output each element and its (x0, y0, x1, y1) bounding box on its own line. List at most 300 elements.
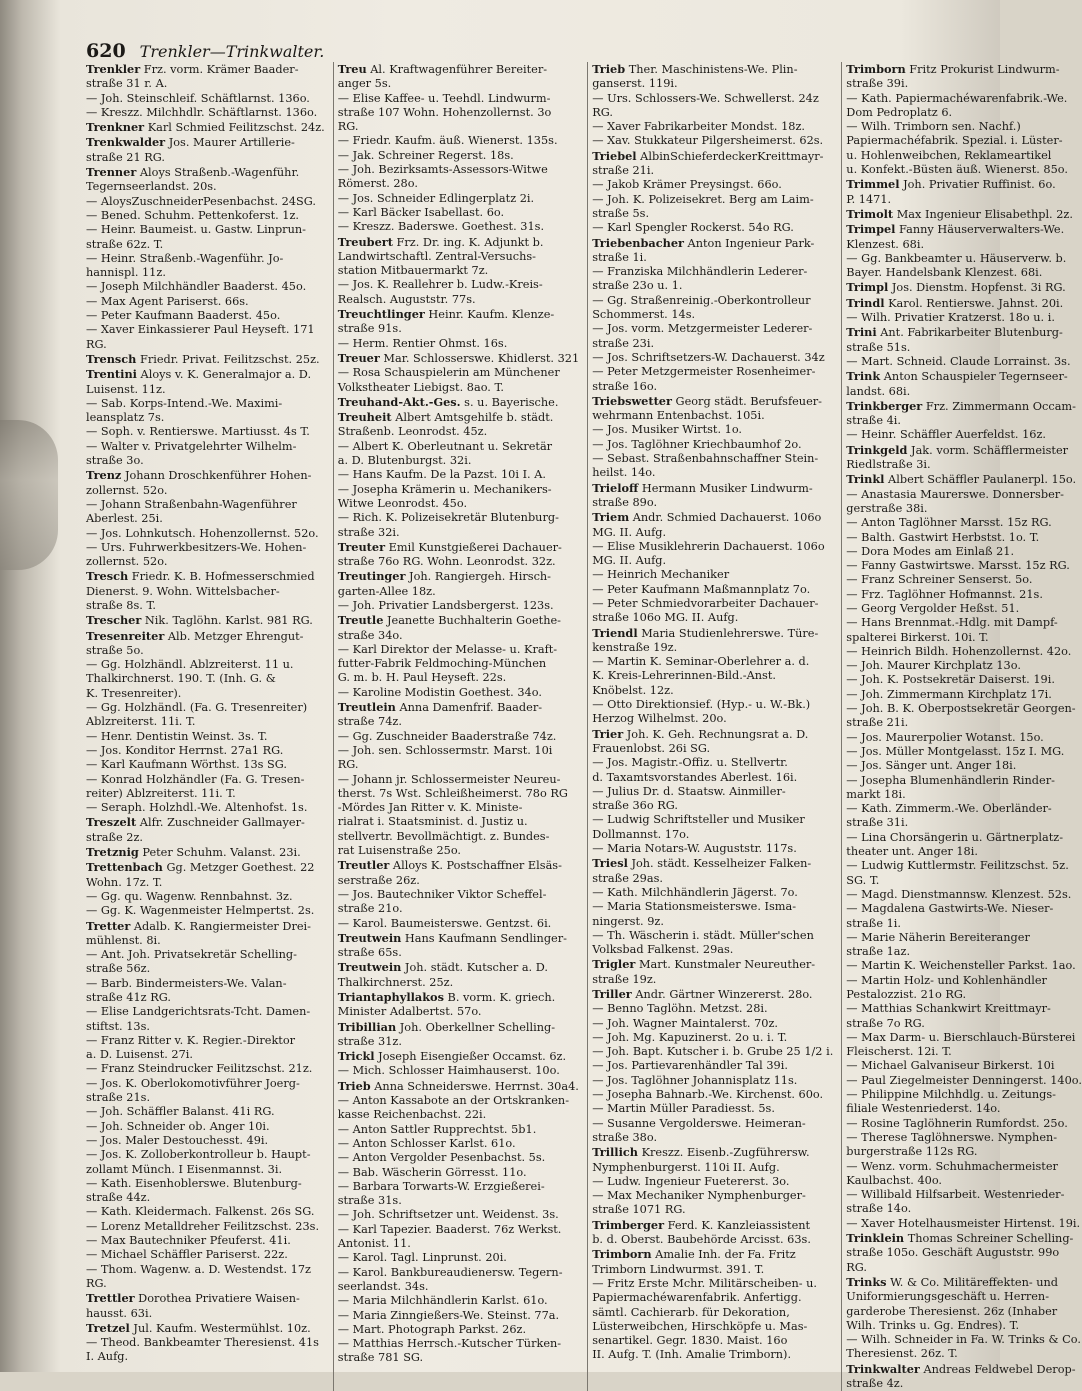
entry-text: Andr. Gärtner Winzererst. 28o. (631, 988, 813, 1001)
running-head: Trenkler—Trinkwalter. (139, 42, 325, 61)
entry-text: straße 76o RG. Wohn. Leonrodst. 32z. (337, 555, 556, 569)
directory-entry (846, 988, 1082, 1002)
directory-entry (846, 355, 1082, 369)
entry-text: Johann Droschkenführer Hohen- (121, 469, 312, 483)
entry-text: — Joh. K. Postsekretär Daiserst. 19i. (846, 673, 1055, 687)
entry-text: — Philippine Milchhdlg. u. Zeitungs- (846, 1088, 1057, 1102)
entry-text: — Heinr. Straßenb.-Wagenführ. Jo- (86, 251, 284, 265)
directory-entry (592, 365, 833, 379)
directory-entry (86, 919, 325, 934)
entry-text: — Franziska Milchhändlerin Lederer- (592, 265, 808, 279)
entry-text: — Frz. Taglöhner Hofmannst. 21s. (846, 587, 1043, 601)
entry-text: — Therese Taglöhnerswe. Nymphen- (846, 1130, 1058, 1144)
entry-text: — Karl Kaufmann Wörthst. 13s SG. (86, 758, 287, 772)
entry-text: garderobe Theresienst. 26z (Inhaber (846, 1304, 1058, 1318)
entry-text: — Joh. Maurer Kirchplatz 13o. (846, 659, 1021, 673)
directory-entry (86, 367, 325, 382)
entry-text: Fanny Häuserverwalters-We. (895, 223, 1065, 237)
entry-surname: Treuter (337, 539, 386, 554)
directory-entry (338, 815, 579, 829)
directory-entry (86, 527, 325, 541)
directory-entry (338, 902, 579, 916)
directory-entry (846, 266, 1082, 280)
entry-text: — Gg. Holzhändl. Ablzreiterst. 11 u. (86, 658, 294, 672)
entry-text: straße 31 r. A. (86, 77, 168, 91)
entry-surname: Trimmel (846, 177, 900, 192)
directory-entry (338, 149, 579, 163)
directory-entry (338, 657, 579, 671)
directory-entry (592, 1059, 833, 1073)
entry-text: — Max Mechaniker Nymphenburger- (592, 1189, 806, 1203)
entry-text: futter-Fabrik Feldmoching-München (337, 657, 547, 671)
entry-text: filiale Westenriederst. 14o. (846, 1102, 1001, 1116)
directory-entry (592, 294, 833, 308)
directory-entry (86, 1034, 325, 1048)
directory-entry (846, 573, 1082, 587)
directory-entry (338, 134, 579, 148)
directory-entry (592, 900, 833, 914)
entry-text: Karl Schmied Feilitzschst. 24z. (144, 121, 325, 135)
directory-entry (846, 134, 1082, 148)
entry-text: — Otto Direktionsief. (Hyp.- u. W.-Bk.) (592, 698, 811, 712)
directory-entry (86, 845, 325, 860)
directory-entry (592, 828, 833, 842)
entry-text: hannispl. 11z. (86, 266, 166, 280)
entry-surname: Trettenbach (86, 860, 163, 875)
directory-entry (592, 872, 833, 886)
entry-text: Joh. städt. Kesselheizer Falken- (627, 857, 812, 871)
entry-text: — Theod. Bankbeamter Theresienst. 41s (86, 1336, 319, 1350)
directory-entry (338, 483, 579, 497)
entry-text: straße 62z. T. (86, 237, 164, 251)
entry-text: Albert Amtsgehilfe b. städt. (391, 411, 554, 425)
entry-text: Heinr. Kaufm. Klenze- (424, 308, 555, 322)
entry-text: straße 21o. (337, 902, 403, 916)
entry-text: — Peter Schmiedvorarbeiter Dachauer- (592, 596, 819, 610)
entry-text: — Seraph. Holzhdl.-We. Altenhofst. 1s. (86, 801, 308, 815)
entry-text: — Jos. Taglöhner Johannisplatz 11s. (592, 1073, 798, 1087)
entry-text: — Karl Spengler Rockerst. 54o RG. (592, 221, 794, 235)
entry-text: — Th. Wäscherin i. städt. Müller'schen (592, 928, 814, 942)
directory-entry (846, 645, 1082, 659)
entry-text: straße 89o. (592, 495, 658, 509)
entry-text: straße 32i. (337, 525, 400, 539)
directory-entry (86, 876, 325, 890)
directory-entry (86, 1048, 325, 1062)
directory-entry (592, 193, 833, 207)
entry-text: straße 14o. (846, 1202, 912, 1216)
entry-text: — Paul Ziegelmeister Denningerst. 140o. (846, 1073, 1082, 1087)
directory-entry (592, 957, 833, 972)
entry-text: — Xaver Fabrikarbeiter Mondst. 18z. (592, 120, 806, 134)
entry-text: — Marie Näherin Bereiteranger (846, 930, 1030, 944)
directory-entry (338, 120, 579, 134)
entry-text: — Joh. Zimmermann Kirchplatz 17i. (846, 687, 1052, 701)
column-4 (841, 62, 1082, 1391)
directory-entry (592, 236, 833, 251)
directory-entry (592, 337, 833, 351)
entry-text: — Jos. Konditor Herrnst. 27a1 RG. (86, 743, 284, 757)
entry-surname: Treszelt (86, 815, 137, 830)
entry-text: straße 19z. (592, 972, 657, 986)
entry-text: — Lina Chorsängerin u. Gärtnerplatz- (846, 830, 1064, 844)
entry-text: — Gg. Straßenreinig.-Oberkontrolleur (592, 293, 811, 307)
entry-surname: Triem (592, 510, 630, 525)
entry-surname: Treuhand-Akt.-Ges. (337, 394, 461, 409)
directory-entry (86, 280, 325, 294)
entry-surname: Trenkwalder (86, 135, 166, 150)
directory-entry (338, 540, 579, 555)
directory-entry (846, 616, 1082, 630)
entry-surname: Triebel (592, 148, 637, 163)
entry-text: straße 106o MG. II. Aufg. (592, 611, 739, 625)
entry-text: straße 781 SG. (337, 1351, 424, 1365)
entry-text: I. Aufg. (86, 1350, 129, 1364)
entry-text: — Jos. K. Zolloberkontrolleur b. Haupt- (86, 1148, 311, 1162)
entry-text: — Mart. Schneid. Claude Lorrainst. 3s. (846, 354, 1071, 368)
directory-entry (846, 1088, 1082, 1102)
directory-entry (592, 1031, 833, 1045)
directory-entry (846, 177, 1082, 192)
directory-entry (592, 1117, 833, 1131)
entry-surname: Triantaphyllakos (337, 990, 444, 1004)
entry-text: Wilh. Trinks u. Gg. Endres). T. (846, 1318, 1020, 1332)
directory-entry (338, 1323, 579, 1337)
entry-text: Frz. Dr. ing. K. Adjunkt b. (392, 235, 544, 249)
entry-text: — Maria Stationsmeisterswe. Isma- (592, 900, 797, 914)
page-binding-shadow (0, 420, 58, 570)
entry-text: — Johann jr. Schlossermeister Neureu- (337, 772, 561, 786)
directory-entry (846, 1362, 1082, 1377)
entry-surname: Treutinger (337, 569, 406, 584)
entry-text: — Kreszz. Baderswe. Goethest. 31s. (337, 220, 545, 234)
directory-entry (86, 151, 325, 165)
directory-entry (338, 569, 579, 584)
directory-entry (592, 742, 833, 756)
entry-surname: Trindl (846, 295, 885, 310)
entry-text: Klenzest. 68i. (846, 237, 925, 251)
directory-entry (86, 1091, 325, 1105)
directory-entry (592, 164, 833, 178)
entry-text: — Max Darm- u. Bierschlauch-Bürsterei (846, 1030, 1076, 1044)
entry-text: straße 16o. (592, 379, 658, 393)
directory-entry (846, 774, 1082, 788)
directory-entry (846, 959, 1082, 973)
entry-text: s. u. Bayerische. (460, 395, 559, 409)
directory-entry (338, 931, 579, 946)
entry-text: Jak. vorm. Schäfflermeister (907, 443, 1069, 457)
directory-entry (846, 802, 1082, 816)
directory-entry (592, 409, 833, 423)
entry-text: ganserst. 119i. (592, 77, 678, 91)
entry-text: Thalkirchnerst. 25z. (337, 975, 454, 989)
directory-entry (592, 496, 833, 510)
directory-entry (592, 1045, 833, 1059)
directory-entry (338, 1208, 579, 1222)
entry-text: — Friedr. Kaufm. äuß. Wienerst. 135s. (337, 134, 558, 148)
directory-entry (592, 62, 833, 77)
directory-entry (86, 484, 325, 498)
directory-entry (338, 671, 579, 685)
directory-entry (86, 629, 325, 644)
directory-entry (86, 383, 325, 397)
entry-text: — Ludwig Schriftsteller und Musiker (592, 813, 805, 827)
entry-text: — Georg Vergolder Heßst. 51. (846, 601, 1020, 615)
entry-text: Riedlstraße 3i. (846, 458, 931, 472)
directory-entry (592, 510, 833, 525)
directory-entry (86, 1163, 325, 1177)
entry-text: RG. (846, 1260, 868, 1274)
directory-entry (338, 322, 579, 336)
directory-entry (338, 1223, 579, 1237)
directory-entry (592, 987, 833, 1002)
entry-text: Mart. Kunstmaler Neureuther- (635, 958, 816, 972)
directory-entry (338, 1166, 579, 1180)
entry-text: Aloys v. K. Generalmajor a. D. (136, 368, 312, 382)
entry-text: — Maria Notars-W. Auguststr. 117s. (592, 842, 797, 856)
entry-text: zollamt Münch. I Eisenmannst. 3i. (86, 1162, 283, 1176)
entry-text: — AloysZuschneiderPesenbachst. 24SG. (86, 194, 317, 208)
directory-entry (592, 669, 833, 683)
entry-text: — Barbara Torwarts-W. Erzgießerei- (337, 1179, 545, 1193)
directory-entry (86, 1291, 325, 1306)
directory-entry (86, 1248, 325, 1262)
entry-text: — Walter v. Privatgelehrter Wilhelm- (86, 439, 297, 453)
directory-entry (338, 758, 579, 772)
entry-text: Schommerst. 14s. (592, 308, 696, 322)
directory-entry (338, 425, 579, 439)
entry-text: — Gg. K. Wagenmeister Helmpertst. 2s. (86, 904, 315, 918)
entry-text: senartikel. Gegr. 1830. Maist. 16o (592, 1334, 788, 1348)
directory-entry (846, 688, 1082, 702)
directory-entry (846, 659, 1082, 673)
directory-entry (846, 602, 1082, 616)
directory-entry (846, 1275, 1082, 1290)
directory-entry (592, 106, 833, 120)
directory-entry (338, 177, 579, 191)
entry-text: Ant. Fabrikarbeiter Blutenburg- (876, 326, 1063, 340)
directory-entry (592, 915, 833, 929)
directory-entry (338, 1094, 579, 1108)
directory-entry (86, 92, 325, 106)
directory-entry (846, 559, 1082, 573)
directory-entry (846, 252, 1082, 266)
directory-entry (86, 1105, 325, 1119)
entry-text: Emil Kunstgießerei Dachauer- (385, 540, 562, 554)
entry-surname: Trinks (846, 1274, 887, 1289)
directory-entry (846, 1290, 1082, 1304)
directory-entry (592, 526, 833, 540)
entry-text: — Susanne Vergolderswe. Heimeran- (592, 1116, 806, 1130)
entry-surname: Trieb (592, 62, 626, 76)
entry-text: heilst. 14o. (592, 466, 656, 480)
entry-text: — Joh. Steinschleif. Schäftlarnst. 136o. (86, 91, 310, 105)
entry-text: Frauenlobst. 26i SG. (592, 741, 711, 755)
directory-entry (86, 890, 325, 904)
directory-entry (592, 1203, 833, 1217)
entry-text: — Joh. Schäffler Balanst. 41i RG. (86, 1105, 275, 1119)
directory-entry (86, 801, 325, 815)
entry-text: — Karoline Modistin Goethest. 34o. (337, 685, 542, 699)
directory-entry (592, 1334, 833, 1348)
entry-text: — Max Agent Pariserst. 66s. (86, 294, 249, 308)
directory-entry (338, 1020, 579, 1035)
entry-text: Ablzreiterst. 11i. T. (86, 715, 196, 729)
directory-entry (86, 425, 325, 439)
directory-entry (592, 178, 833, 192)
directory-entry (592, 265, 833, 279)
entry-surname: Triendl (592, 625, 638, 640)
entry-text: — Heinr. Schäffler Auerfeldst. 16z. (846, 428, 1047, 442)
entry-text: — Benno Taglöhn. Metzst. 28i. (592, 1002, 768, 1016)
directory-entry (846, 443, 1082, 458)
directory-entry (338, 410, 579, 425)
directory-entry (86, 541, 325, 555)
entry-text: Jos. Maurer Artillerie- (165, 136, 295, 150)
directory-entry (592, 1348, 833, 1362)
entry-text: Landwirtschaftl. Zentral-Versuchs- (337, 249, 536, 263)
entry-text: Maria Studienlehrerswe. Türe- (637, 626, 819, 640)
entry-surname: Treutle (337, 613, 384, 628)
entry-text: — Jos. Maurerpolier Wotanst. 15o. (846, 730, 1044, 744)
entry-text: Joh. K. Geh. Rechnungsrat a. D. (623, 727, 809, 741)
directory-entry (846, 311, 1082, 325)
directory-entry (592, 1131, 833, 1145)
directory-entry (846, 1377, 1082, 1391)
entry-text: RG. (86, 337, 107, 351)
directory-entry (592, 655, 833, 669)
directory-entry (338, 1108, 579, 1122)
entry-text: Nik. Taglöhn. Karlst. 981 RG. (141, 614, 313, 628)
directory-entry (592, 394, 833, 409)
directory-entry (846, 759, 1082, 773)
entry-text: — Ludw. Ingenieur Fuetererst. 3o. (592, 1174, 790, 1188)
page-number: 620 (86, 40, 126, 62)
entry-text: wehrmann Entenbachst. 105i. (592, 409, 765, 423)
entry-text: — Herm. Rentier Ohmst. 16s. (337, 336, 508, 350)
entry-text: MG. II. Aufg. (592, 554, 667, 568)
entry-text: kenstraße 19z. (592, 640, 678, 654)
entry-text: Joh. Privatier Ruffinist. 6o. (899, 178, 1056, 192)
entry-text: straße 1i. (846, 916, 901, 930)
directory-entry (846, 874, 1082, 888)
entry-text: — Jos. Bautechniker Viktor Scheffel- (337, 887, 547, 901)
directory-entry (846, 296, 1082, 311)
entry-text: MG. II. Aufg. (592, 525, 667, 539)
directory-entry (592, 308, 833, 322)
directory-entry (338, 858, 579, 873)
directory-entry (86, 195, 325, 209)
directory-entry (846, 902, 1082, 916)
entry-text: — Heinrich Bildh. Hohenzollernst. 42o. (846, 644, 1072, 658)
entry-text: Papiermachéfabrik. Spezial. i. Lüster- (846, 134, 1063, 148)
entry-text: — Karl Direktor der Melasse- u. Kraft- (337, 642, 558, 656)
directory-entry (86, 454, 325, 468)
entry-text: straße 41z RG. (86, 991, 171, 1004)
directory-entry (338, 599, 579, 613)
entry-text: — Thom. Wagenw. a. D. Westendst. 17z (86, 1262, 311, 1276)
directory-entry (86, 1220, 325, 1234)
directory-entry (338, 1035, 579, 1049)
entry-text: — Anton Schlosser Karlst. 61o. (337, 1136, 516, 1150)
entry-text: mühlenst. 8i. (86, 933, 161, 947)
entry-text: Witwe Leonrodst. 45o. (337, 496, 468, 510)
directory-entry (592, 1145, 833, 1160)
entry-text: G. m. b. H. Paul Heyseft. 22s. (337, 671, 507, 685)
directory-entry (846, 238, 1082, 252)
directory-entry (846, 502, 1082, 516)
entry-text: Tegernseerlandst. 20s. (86, 180, 217, 194)
directory-entry (846, 472, 1082, 487)
entry-text: straße 91s. (337, 322, 402, 336)
entry-surname: Trimborn (592, 1247, 652, 1262)
entry-text: — Maria Milchhändlerin Karlst. 61o. (337, 1294, 548, 1308)
entry-text: — Kath. Zimmerm.-We. Oberländer- (846, 802, 1052, 816)
entry-text: sämtl. Cachierarb. für Dekoration, (592, 1305, 790, 1319)
entry-surname: Treubert (337, 234, 393, 249)
entry-surname: Trini (846, 325, 877, 340)
directory-entry (592, 1002, 833, 1016)
directory-entry (86, 991, 325, 1005)
directory-entry (846, 341, 1082, 355)
entry-text: Joseph Eisengießer Occamst. 6z. (374, 1050, 567, 1064)
entry-text: straße 5o. (86, 643, 144, 657)
entry-text: Anna Damenfrif. Baader- (395, 701, 543, 715)
directory-entry (338, 1005, 579, 1019)
directory-entry (592, 207, 833, 221)
directory-entry (338, 555, 579, 569)
entry-text: — Karol. Baumeisterswe. Gentzst. 6i. (337, 916, 552, 930)
entry-surname: Triller (592, 987, 632, 1001)
entry-text: — Jos. Müller Montgelasst. 15z I. MG. (846, 744, 1065, 758)
entry-text: SG. T. (846, 873, 880, 887)
directory-entry (592, 251, 833, 265)
entry-text: seerlandst. 34s. (337, 1279, 429, 1293)
entry-text: — Elise Kaffee- u. Teehdl. Lindwurm- (337, 91, 551, 105)
entry-text: — Matthias Herrsch.-Kutscher Türken- (337, 1337, 562, 1351)
directory-entry (846, 1174, 1082, 1188)
entry-text: u. Konfekt.-Büsten äuß. Wienerst. 85o. (846, 163, 1068, 177)
entry-text: burgerstraße 112s RG. (846, 1145, 978, 1159)
entry-surname: Trimberger (592, 1217, 665, 1232)
entry-text: straße 7o RG. (846, 1016, 925, 1030)
entry-text: — Joh. Schneider ob. Anger 10i. (86, 1119, 270, 1133)
directory-entry (338, 293, 579, 307)
directory-entry (338, 1049, 579, 1064)
entry-text: — Jos. K. Reallehrer b. Ludw.-Kreis- (337, 278, 543, 292)
entry-text: II. Aufg. T. (Inh. Amalie Trimborn). (592, 1348, 792, 1362)
entry-text: — Joh. sen. Schlossermstr. Marst. 10i (337, 743, 553, 757)
directory-entry (338, 1151, 579, 1165)
directory-entry (86, 1020, 325, 1034)
entry-text: — Martin Müller Paradiesst. 5s. (592, 1102, 775, 1116)
directory-entry (86, 555, 325, 569)
directory-entry (592, 973, 833, 987)
directory-entry (338, 250, 579, 264)
directory-entry (846, 414, 1082, 428)
directory-entry (338, 1079, 579, 1094)
directory-entry (338, 206, 579, 220)
directory-entry (846, 1261, 1082, 1275)
entry-surname: Trink (846, 369, 881, 384)
directory-entry (86, 512, 325, 526)
directory-entry (592, 597, 833, 611)
entry-text: — Josepha Blumenhändlerin Rinder- (846, 773, 1055, 787)
directory-entry (846, 1246, 1082, 1260)
entry-text: — Urs. Fuhrwerkbesitzers-We. Hohen- (86, 540, 307, 554)
entry-text: — Balth. Gastwirt Herbstst. 1o. T. (846, 530, 1040, 544)
entry-text: Nymphenburgerst. 110i II. Aufg. (592, 1160, 780, 1174)
